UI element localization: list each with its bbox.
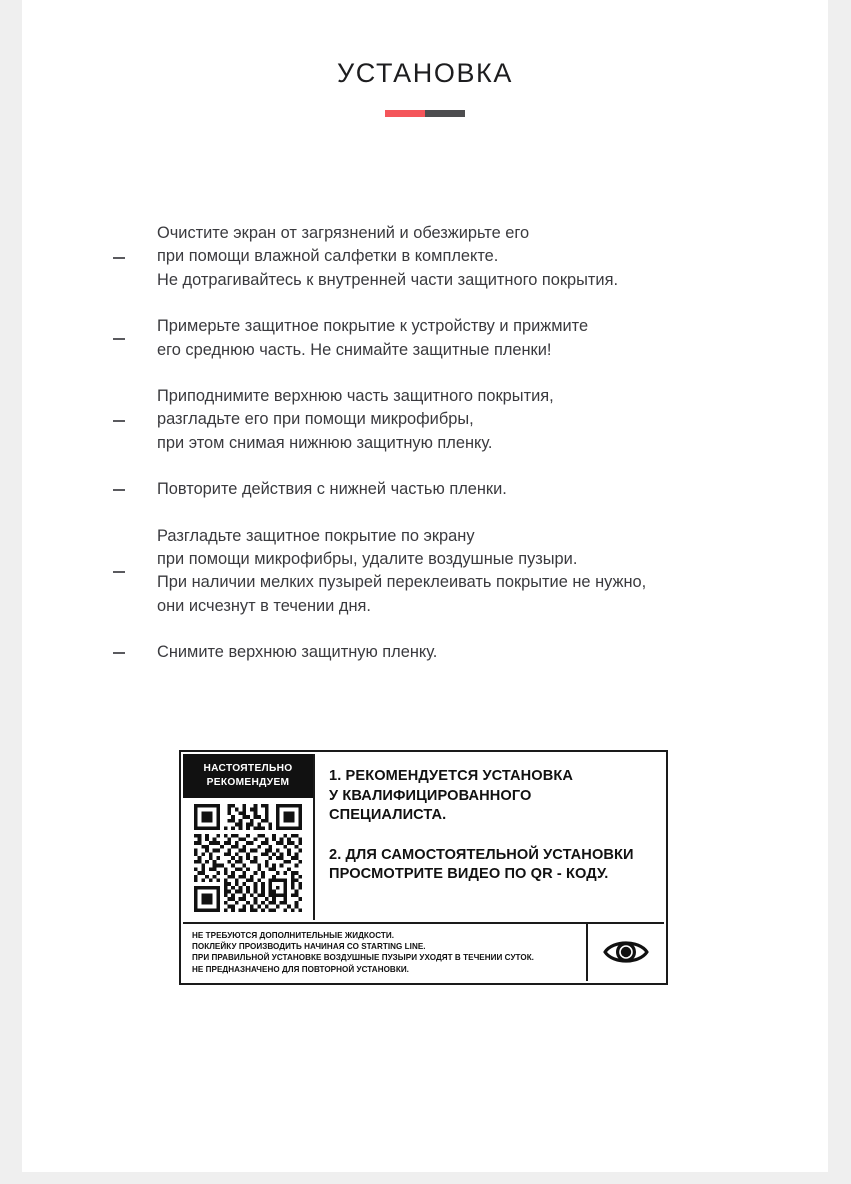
banner-line-2: РЕКОМЕНДУЕМ	[206, 776, 290, 788]
label-card-top-row	[183, 754, 664, 920]
fineprint-line: НЕ ТРЕБУЮТСЯ ДОПОЛНИТЕЛЬНЫЕ ЖИДКОСТИ.	[192, 931, 395, 940]
card-item1-line3: СПЕЦИАЛИСТА.	[329, 807, 447, 823]
step-text-line: Приподнимите верхнюю часть защитного покрытия,	[157, 387, 554, 406]
dash-glyph	[113, 652, 125, 654]
step-text-line: Повторите действия с нижней частью пленки.	[157, 480, 507, 499]
fineprint-block	[183, 924, 588, 981]
title-divider	[385, 110, 465, 117]
step-text-line: разгладьте его при помощи микрофибры,	[157, 410, 474, 429]
step-text-line: Разгладьте защитное покрытие по экрану	[157, 526, 475, 545]
banner-line-1: НАСТОЯТЕЛЬНО	[203, 763, 293, 774]
step-text	[157, 385, 828, 455]
step-text-line: при помощи влажной салфетки в комплекте.	[157, 247, 499, 266]
fineprint-line: ПРИ ПРАВИЛЬНОЙ УСТАНОВКЕ ВОЗДУШНЫЕ ПУЗЫРИ УХОДЯТ В ТЕЧЕНИИ СУТОК.	[192, 953, 534, 963]
step-text-line: при этом снимая нижнюю защитную пленку.	[157, 433, 493, 452]
title-divider-accent-segment	[385, 110, 425, 117]
step-bullet-dash	[113, 248, 153, 267]
label-card-instructions	[315, 754, 664, 920]
card-item1-line1: 1. РЕКОМЕНДУЕТСЯ УСТАНОВКА	[329, 768, 574, 784]
fineprint-line: НЕ ПРЕДНАЗНАЧЕНО ДЛЯ ПОВТОРНОЙ УСТАНОВКИ.	[192, 964, 409, 974]
card-item2-line2: ПРОСМОТРИТЕ ВИДЕО ПО QR - КОДУ.	[329, 866, 609, 882]
step-bullet-dash	[113, 562, 153, 581]
qr-code-container	[183, 798, 313, 920]
instruction-step	[22, 385, 828, 455]
step-text-line: При наличии мелких пузырей переклеивать покрытие не нужно,	[157, 573, 647, 592]
recommendation-banner	[183, 754, 313, 798]
step-text-line: Очистите экран от загрязнений и обезжирьте его	[157, 224, 530, 242]
instruction-step	[22, 525, 828, 619]
instruction-step	[22, 315, 828, 362]
eye-icon-cell	[588, 924, 664, 981]
step-bullet-dash	[113, 329, 153, 348]
step-text-line: Не дотрагивайтесь к внутренней части защитного покрытия.	[157, 270, 619, 289]
document-page	[22, 0, 828, 1172]
instruction-list	[22, 222, 828, 688]
step-text-line: они исчезнут в течении дня.	[157, 596, 371, 615]
instruction-step	[22, 478, 828, 501]
label-card-left-cell	[183, 754, 315, 920]
step-text-line: Примерьте защитное покрытие к устройству и прижмите	[157, 317, 589, 336]
step-text-line: Снимите верхнюю защитную пленку.	[157, 643, 438, 662]
dash-glyph	[113, 489, 125, 491]
card-item1-line2: У КВАЛИФИЦИРОВАННОГО	[329, 787, 532, 804]
fineprint-line: ПОКЛЕЙКУ ПРОИЗВОДИТЬ НАЧИНАЯ СО STARTING LINE.	[192, 942, 426, 952]
eye-icon	[603, 937, 649, 967]
dash-glyph	[113, 571, 125, 573]
label-card	[179, 750, 668, 985]
dash-glyph	[113, 338, 125, 340]
step-text-line: его среднюю часть. Не снимайте защитные пленки!	[157, 340, 552, 359]
step-text-line: при помощи микрофибры, удалите воздушные пузыри.	[157, 550, 578, 569]
step-text	[157, 315, 828, 362]
card-item2-line1: 2. ДЛЯ САМОСТОЯТЕЛЬНОЙ УСТАНОВКИ	[329, 846, 634, 863]
step-bullet-dash	[113, 643, 153, 662]
step-text	[157, 525, 828, 619]
step-bullet-dash	[113, 480, 153, 499]
qr-code-icon	[194, 804, 302, 912]
instruction-step	[22, 222, 828, 292]
dash-glyph	[113, 420, 125, 422]
instruction-step	[22, 641, 828, 664]
dash-glyph	[113, 257, 125, 259]
step-bullet-dash	[113, 411, 153, 430]
page-title: УСТАНОВКА	[336, 58, 513, 88]
step-text	[157, 641, 828, 664]
step-text	[157, 222, 828, 292]
step-text	[157, 478, 828, 501]
title-divider-dark-segment	[425, 110, 465, 117]
label-card-bottom-row	[183, 922, 664, 981]
